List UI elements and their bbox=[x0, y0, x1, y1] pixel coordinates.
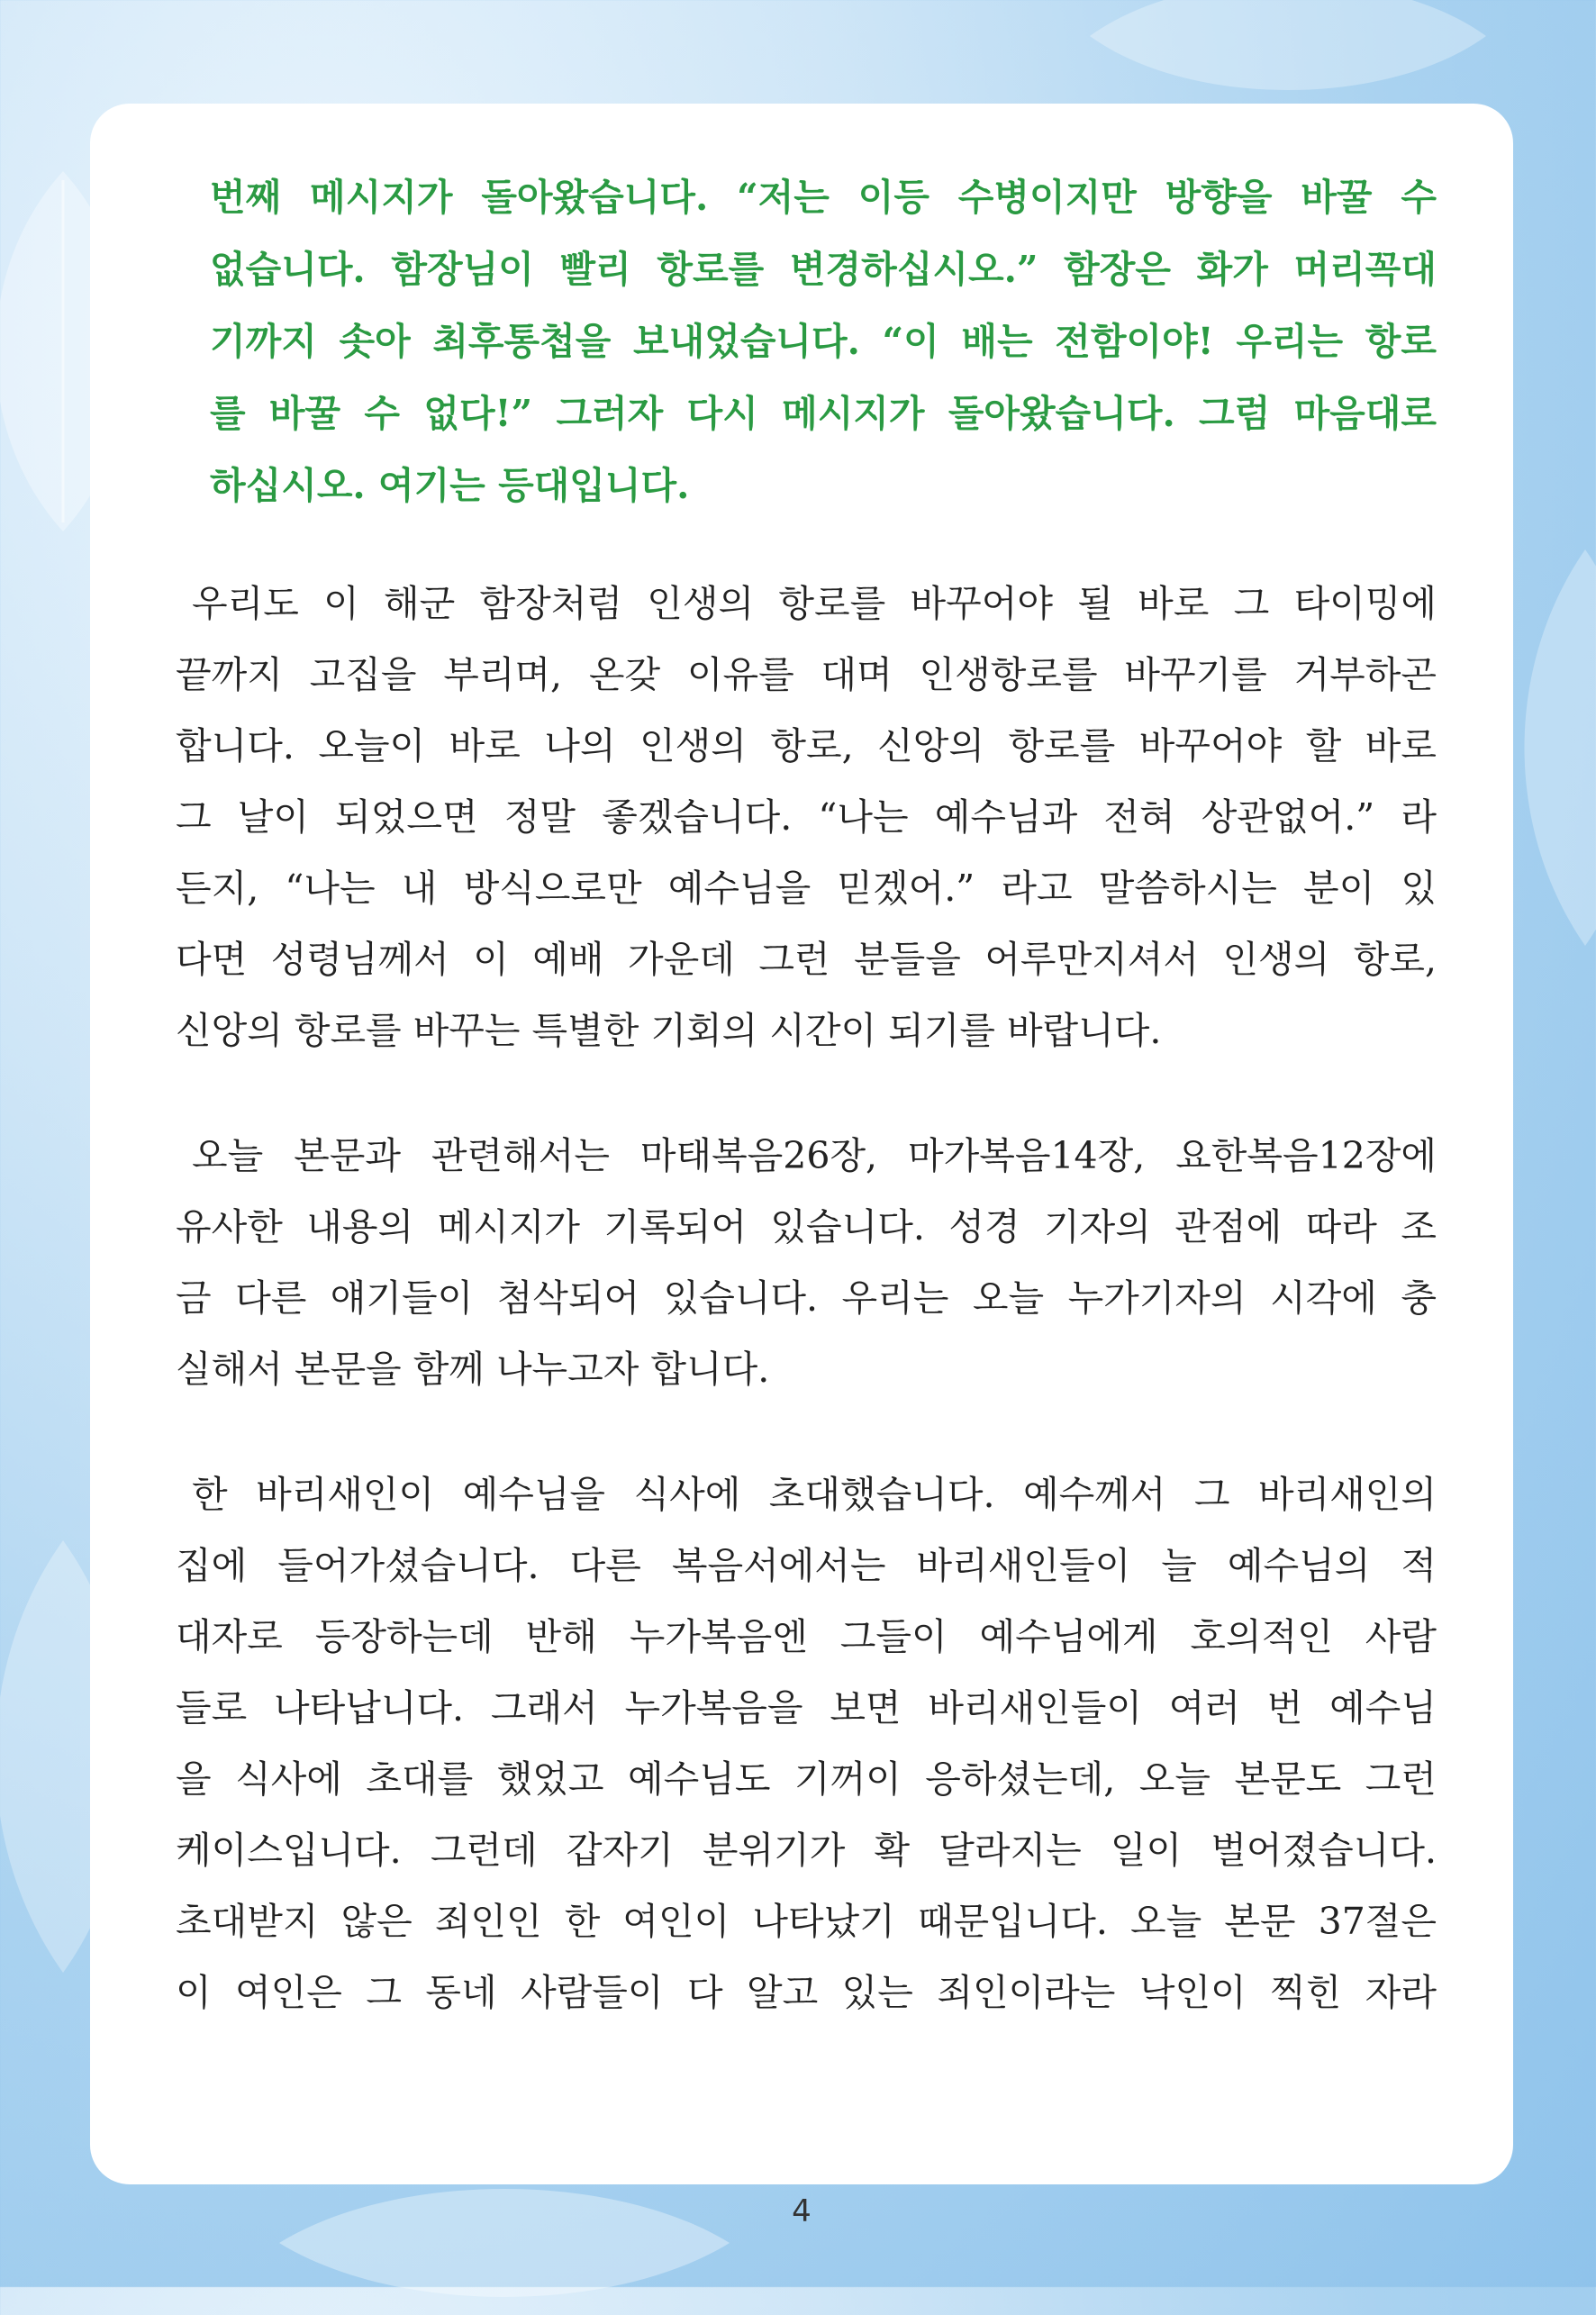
body-paragraph bbox=[176, 1459, 1437, 2029]
quote-line: 를 바꿀 수 없다!” 그러자 다시 메시지가 돌아왔습니다. 그럼 마음대로 bbox=[210, 392, 1437, 435]
body-line: 들로 나타납니다. 그래서 누가복음을 보면 바리새인들이 여러 번 예수님 bbox=[176, 1686, 1437, 1729]
body-line: 오늘 본문과 관련해서는 마태복음26장, 마가복음14장, 요한복음12장에 bbox=[192, 1134, 1437, 1177]
page-number: 4 bbox=[792, 2193, 812, 2229]
quote-line: 기까지 솟아 최후통첩을 보내었습니다. “이 배는 전함이야! 우리는 항로 bbox=[210, 320, 1437, 363]
body-line: 유사한 내용의 메시지가 기록되어 있습니다. 성경 기자의 관점에 따라 조 bbox=[176, 1205, 1437, 1248]
body-line: 끝까지 고집을 부리며, 온갖 이유를 대며 인생항로를 바꾸기를 거부하곤 bbox=[176, 653, 1437, 696]
quote-line: 번째 메시지가 돌아왔습니다. “저는 이등 수병이지만 방향을 바꿀 수 bbox=[210, 176, 1437, 219]
quote-line: 없습니다. 함장님이 빨리 항로를 변경하십시오.” 함장은 화가 머리꼭대 bbox=[210, 248, 1437, 291]
body-line: 을 식사에 초대를 했었고 예수님도 기꺼이 응하셨는데, 오늘 본문도 그런 bbox=[176, 1757, 1437, 1801]
leaf-decoration bbox=[270, 2171, 739, 2315]
body-line: 한 바리새인이 예수님을 식사에 초대했습니다. 예수께서 그 바리새인의 bbox=[192, 1473, 1437, 1516]
leaf-decoration bbox=[1081, 0, 1495, 108]
body-line: 금 다른 얘기들이 첨삭되어 있습니다. 우리는 오늘 누가기자의 시각에 충 bbox=[176, 1276, 1437, 1320]
body-line: 신앙의 항로를 바꾸는 특별한 기회의 시간이 되기를 바랍니다. bbox=[176, 1009, 1162, 1052]
body-paragraph bbox=[176, 568, 1437, 1067]
quote-line: 하십시오. 여기는 등대입니다. bbox=[210, 464, 690, 507]
body-line: 초대받지 않은 죄인인 한 여인이 나타났기 때문입니다. 오늘 본문 37절은 bbox=[176, 1900, 1437, 1943]
quote-paragraph bbox=[176, 161, 1437, 522]
body-line: 합니다. 오늘이 바로 나의 인생의 항로, 신앙의 항로를 바꾸어야 할 바로 bbox=[176, 724, 1437, 767]
body-line: 든지, “나는 내 방식으로만 예수님을 믿겠어.” 라고 말씀하시는 분이 있 bbox=[176, 867, 1437, 910]
body-line: 실해서 본문을 함께 나누고자 합니다. bbox=[176, 1348, 770, 1391]
body-line: 대자로 등장하는데 반해 누가복음엔 그들이 예수님에게 호의적인 사람 bbox=[176, 1615, 1437, 1658]
body-line: 케이스입니다. 그런데 갑자기 분위기가 확 달라지는 일이 벌어졌습니다. bbox=[176, 1829, 1437, 1872]
body-line: 집에 들어가셨습니다. 다른 복음서에서는 바리새인들이 늘 예수님의 적 bbox=[176, 1544, 1437, 1587]
body-line: 이 여인은 그 동네 사람들이 다 알고 있는 죄인이라는 낙인이 찍힌 자라 bbox=[176, 1971, 1437, 2014]
body-paragraph bbox=[176, 1121, 1437, 1405]
body-line: 우리도 이 해군 함장처럼 인생의 항로를 바꾸어야 될 바로 그 타이밍에 bbox=[192, 582, 1437, 625]
body-line: 다면 성령님께서 이 예배 가운데 그런 분들을 어루만지셔서 인생의 항로, bbox=[176, 938, 1437, 981]
body-line: 그 날이 되었으면 정말 좋겠습니다. “나는 예수님과 전혀 상관없어.” 라 bbox=[176, 795, 1437, 839]
content-card bbox=[90, 104, 1513, 2229]
